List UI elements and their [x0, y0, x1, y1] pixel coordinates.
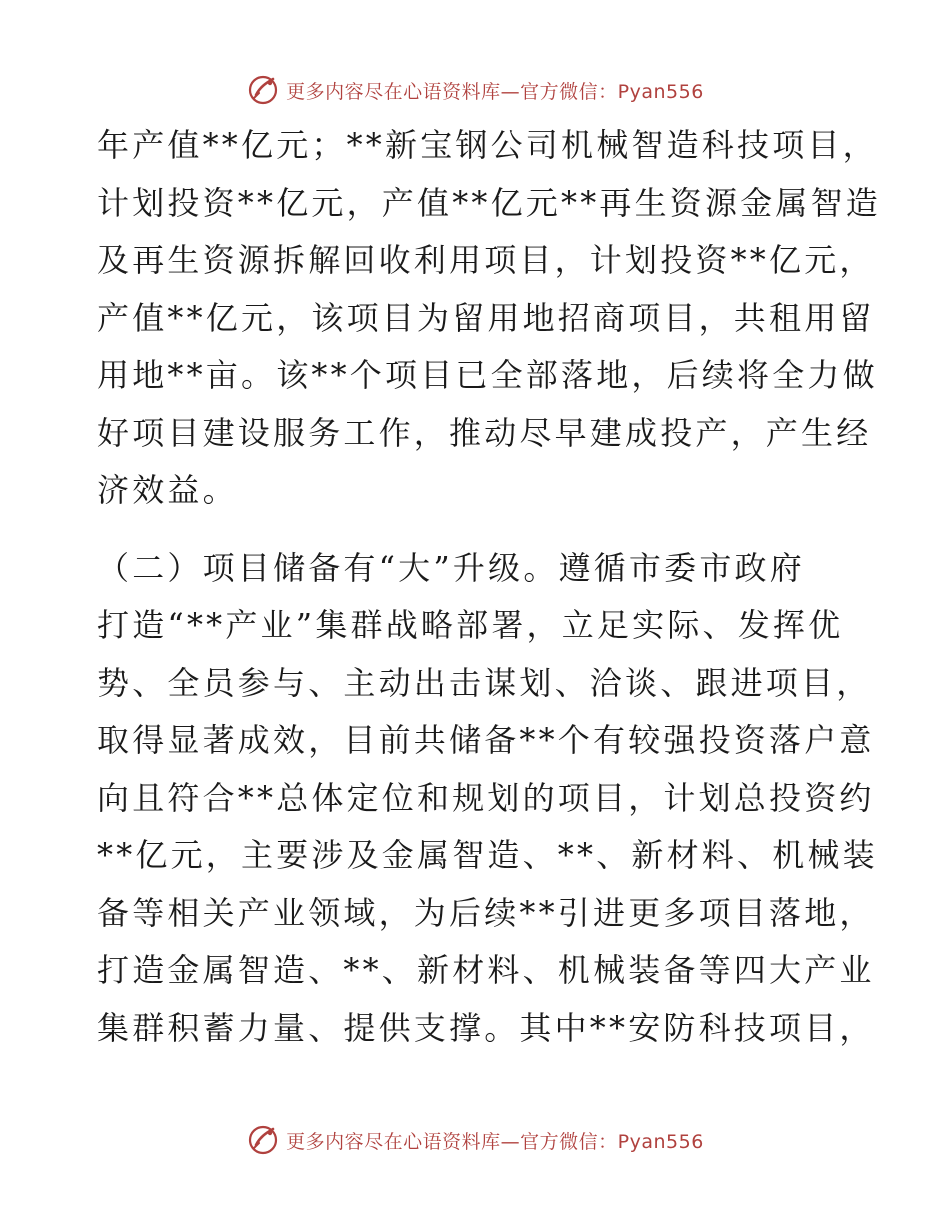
- text-line: 济效益。: [97, 471, 238, 509]
- watermark-text: 更多内容尽在心语资料库—官方微信：Pyan556: [286, 80, 704, 103]
- text-line: 用地**亩。该**个项目已全部落地，后续将全力做: [97, 356, 878, 394]
- text-line: 取得显著成效，目前共储备**个有较强投资落户意: [97, 721, 875, 759]
- text-line: 及再生资源拆解回收利用项目，计划投资**亿元，: [97, 241, 875, 279]
- text-line: 打造“**产业”集群战略部署，立足实际、发挥优: [97, 606, 844, 644]
- text-line: 产值**亿元，该项目为留用地招商项目，共租用留: [97, 298, 875, 337]
- text-line: 势、全员参与、主动出击谋划、洽谈、跟进项目，: [97, 663, 872, 702]
- text-line: 向且符合**总体定位和规划的项目，计划总投资约: [97, 778, 875, 817]
- text-line: 集群积蓄力量、提供支撑。其中**安防科技项目，: [97, 1008, 875, 1047]
- text-line: 打造金属智造、**、新材料、机械装备等四大产业: [97, 951, 875, 989]
- paragraph-1: [97, 117, 882, 520]
- text-line: （二）项目储备有“大”升级。遵循市委市政府: [97, 548, 805, 587]
- text-line: 备等相关产业领域，为后续**引进更多项目落地，: [97, 893, 875, 932]
- watermark-text: 更多内容尽在心语资料库—官方微信：Pyan556: [286, 1130, 704, 1153]
- document-body: [97, 117, 882, 1057]
- watermark-logo-icon: [246, 73, 280, 107]
- text-line: **亿元，主要涉及金属智造、**、新材料、机械装: [97, 836, 878, 874]
- watermark-logo-icon: [246, 1123, 280, 1157]
- text-line: 年产值**亿元；**新宝钢公司机械智造科技项目，: [97, 126, 878, 164]
- text-line: 好项目建设服务工作，推动尽早建成投产，产生经: [97, 413, 872, 452]
- footer-watermark: [0, 1120, 950, 1160]
- paragraph-2: [97, 540, 878, 1058]
- header-watermark: [0, 70, 950, 110]
- text-line: 计划投资**亿元，产值**亿元**再生资源金属智造: [97, 183, 882, 222]
